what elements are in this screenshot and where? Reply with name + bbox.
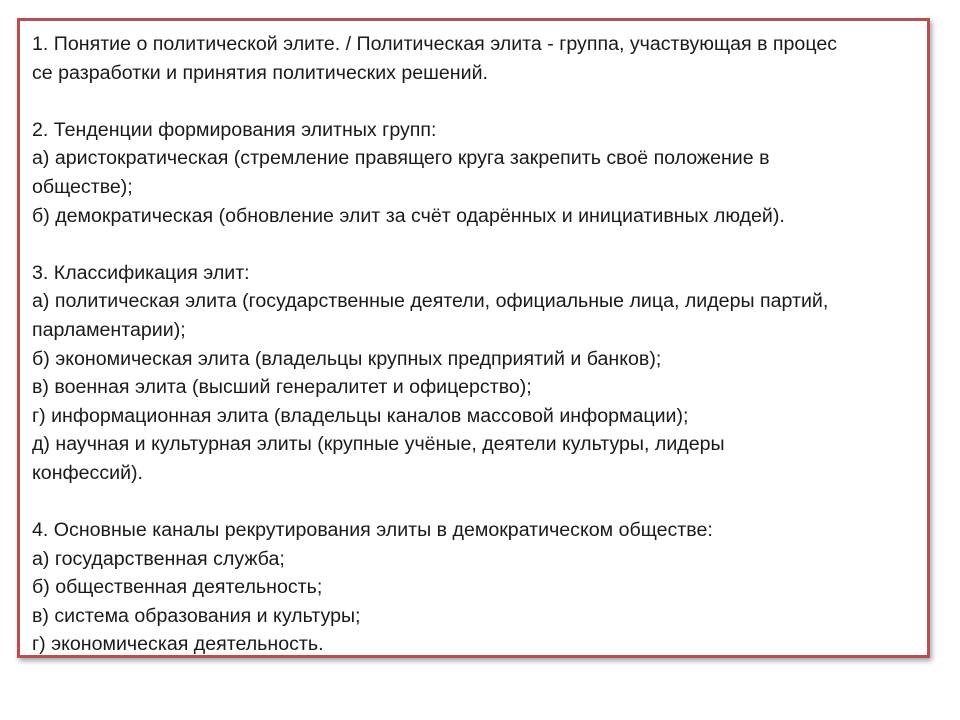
text-line: б) общественная деятельность; — [32, 576, 323, 599]
text-line: 1. Понятие о политической элите. / Политическая элита - группа, участвующая в процес — [32, 33, 838, 55]
text-line: б) демократическая (обновление элит за счёт одарённых и инициативных людей). — [32, 204, 785, 227]
text-line: в) военная элита (высший генералитет и офицерство); — [32, 376, 532, 399]
slide-content — [32, 30, 922, 659]
text-line: парламентарии); — [32, 318, 186, 341]
section-heading: 2. Тенденции формирования элитных групп: — [32, 118, 437, 141]
text-line: а) политическая элита (государственные деятели, официальные лица, лидеры партий, — [32, 290, 829, 313]
paragraph-gap — [32, 230, 922, 259]
section-elite-formation-tendencies — [32, 116, 922, 230]
section-heading: 4. Основные каналы рекрутирования элиты в демократическом обществе: — [32, 519, 713, 542]
section-political-elite-concept — [32, 30, 922, 87]
section-recruitment-channels — [32, 516, 922, 659]
section-heading: 3. Классификация элит: — [32, 261, 250, 284]
section-elite-classification — [32, 259, 922, 488]
paragraph-gap — [32, 488, 922, 517]
text-line: а) аристократическая (стремление правящего круга закрепить своё положение в — [32, 147, 770, 170]
text-line: г) информационная элита (владельцы каналов массовой информации); — [32, 404, 689, 427]
text-line: конфессий). — [32, 461, 143, 484]
text-line: се разработки и принятия политических решений. — [32, 61, 488, 84]
text-line: д) научная и культурная элиты (крупные учёные, деятели культуры, лидеры — [32, 433, 725, 456]
text-line: г) экономическая деятельность. — [32, 633, 324, 656]
text-frame — [17, 18, 930, 658]
text-line: а) государственная служба; — [32, 547, 285, 570]
text-line: б) экономическая элита (владельцы крупных предприятий и банков); — [32, 347, 662, 370]
text-line: в) система образования и культуры; — [32, 604, 361, 627]
paragraph-gap — [32, 87, 922, 116]
text-line: обществе); — [32, 175, 133, 198]
